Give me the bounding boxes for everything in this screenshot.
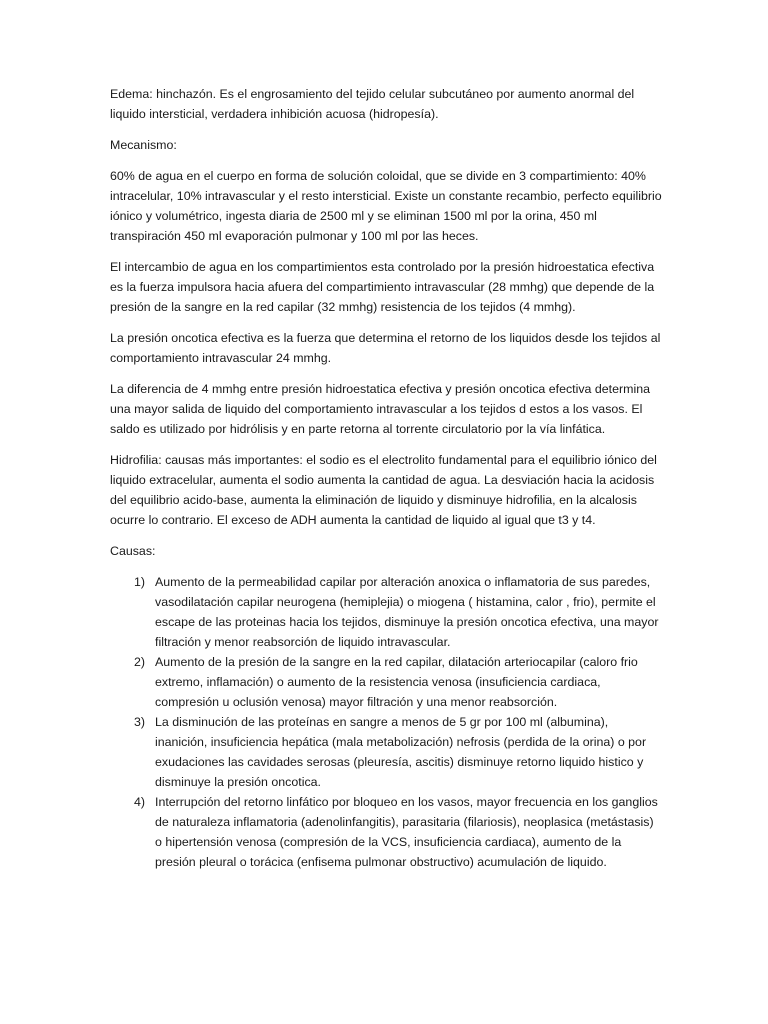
list-number: 4) [134,795,146,809]
paragraph-pressure-difference: La diferencia de 4 mmhg entre presión hidroestatica efectiva y presión oncotica efectiva determina una mayor salida de liquido del comportamiento intravascular a los tejidos d estos a los vasos. El saldo es utilizado por hidrólisis y en parte retorna al torrente circulatorio por la vía linfática. [110,382,650,436]
list-item-text: Aumento de la presión de la sangre en la red capilar, dilatación arteriocapilar (caloro frio extremo, inflamación) o aumento de la resistencia venosa (insuficiencia cardiaca, compresión u oclusión venosa) mayor filtración y una menor reabsorción. [155,655,638,709]
paragraph-water-distribution: 60% de agua en el cuerpo en forma de solución coloidal, que se divide en 3 compartimiento: 40% intracelular, 10% intravascular y el resto intersticial. Existe un constante recambio, perfecto equilibrio iónico y volumétrico, ingesta diaria de 2500 ml y se eliminan 1500 ml por la orina, 450 ml transpiración 450 ml evaporación pulmonar y 100 ml por las heces. [110,169,662,243]
list-item [110,792,662,872]
document-page [110,84,662,872]
paragraph-hidrofilia: Hidrofilia: causas más importantes: el sodio es el electrolito fundamental para el equilibrio iónico del liquido extracelular, aumenta el sodio aumenta la cantidad de agua. La desviación hacia la acidosis del equilibrio acido-base, aumenta la eliminación de liquido y disminuye hidrofilia, en la alcalosis ocurre lo contrario. El exceso de ADH aumenta la cantidad de liquido al igual que t3 y t4. [110,453,657,527]
paragraph-edema-definition: Edema: hinchazón. Es el engrosamiento del tejido celular subcutáneo por aumento anormal del liquido intersticial, verdadera inhibición acuosa (hidropesía). [110,87,635,121]
list-item [110,712,662,792]
list-number: 2) [134,655,146,669]
list-number: 1) [134,575,146,589]
paragraph-hydrostatic-pressure: El intercambio de agua en los compartimientos esta controlado por la presión hidroestatica efectiva es la fuerza impulsora hacia afuera del compartimiento intravascular (28 mmhg) que depende de la presión de la sangre en la red capilar (32 mmhg) resistencia de los tejidos (4 mmhg). [110,260,655,314]
heading-mecanismo: Mecanismo: [110,138,177,152]
list-item-text: Aumento de la permeabilidad capilar por alteración anoxica o inflamatoria de sus paredes, vasodilatación capilar neurogena (hemiplejia) o miogena ( histamina, calor , frio), permite el escape de las proteinas hacia los tejidos, disminuye la presión oncotica efectiva, una mayor filtración y menor reabsorción de liquido intravascular. [155,575,659,649]
causes-list [110,572,662,872]
paragraph-oncotic-pressure: La presión oncotica efectiva es la fuerza que determina el retorno de los liquidos desde los tejidos al comportamiento intravascular 24 mmhg. [110,331,661,365]
list-item [110,572,662,652]
list-number: 3) [134,715,146,729]
heading-causas: Causas: [110,544,156,558]
list-item-text: La disminución de las proteínas en sangre a menos de 5 gr por 100 ml (albumina), inanición, insuficiencia hepática (mala metabolización) nefrosis (perdida de la orina) o por exudaciones las cavidades serosas (pleuresía, ascitis) disminuye retorno liquido histico y disminuye la presión oncotica. [155,715,647,789]
list-item-text: Interrupción del retorno linfático por bloqueo en los vasos, mayor frecuencia en los ganglios de naturaleza inflamatoria (adenolinfangitis), parasitaria (filariosis), neoplasica (metástasis) o hipertensión venosa (compresión de la VCS, insuficiencia cardiaca), aumento de la presión pleural o torácica (enfisema pulmonar obstructivo) acumulación de liquido. [155,795,658,869]
list-item [110,652,662,712]
